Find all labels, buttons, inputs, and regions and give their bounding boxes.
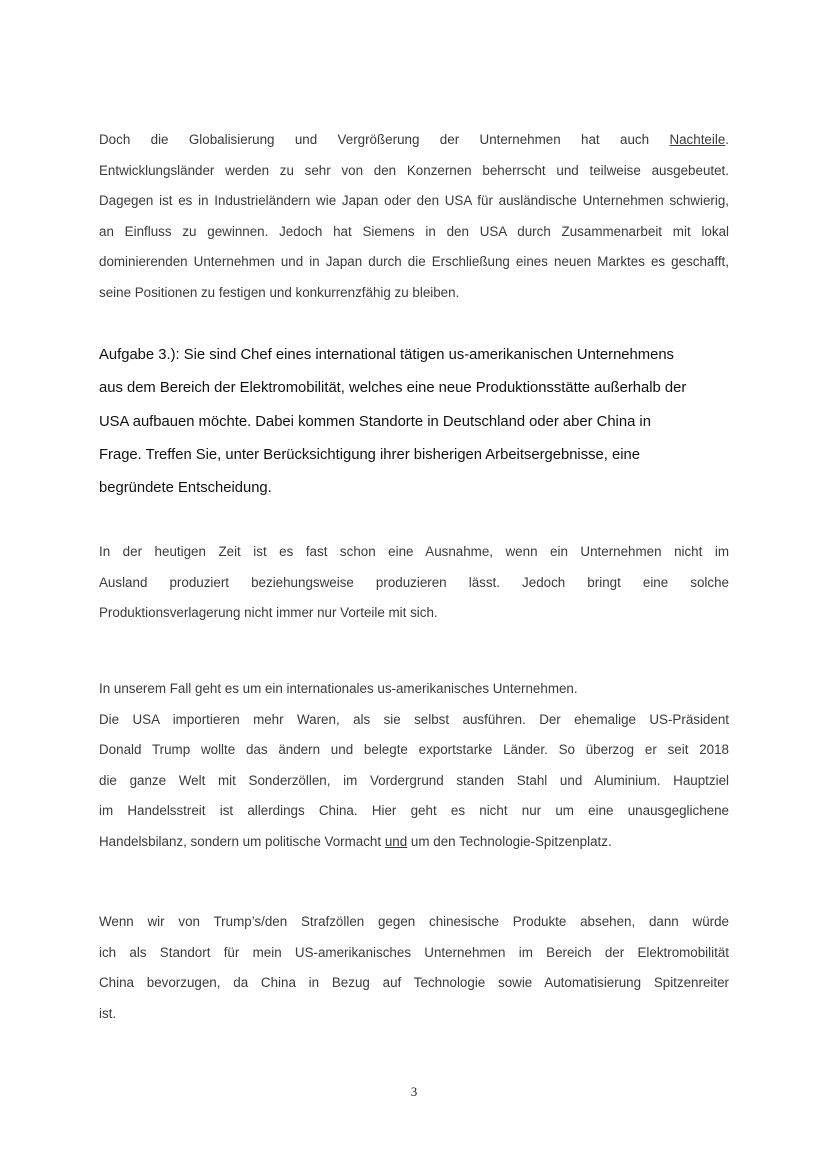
task-line: begründete Entscheidung.	[99, 480, 272, 497]
text-line: Produktionsverlagerung nicht immer nur Vorteile mit sich.	[99, 605, 438, 620]
underlined-word-und: und	[384, 833, 408, 849]
text-line: Entwicklungsländer werden zu sehr von den Konzernen beherrscht und teilweise ausgebeutet.	[99, 162, 729, 178]
task-line: Aufgabe 3.): Sie sind Chef eines international tätigen us-amerikanischen Unternehmens	[99, 347, 674, 363]
text-line: Donald Trump wollte das ändern und belegte exportstarke Länder. So überzog er seit 2018	[99, 742, 729, 757]
page-number: 3	[410, 1084, 418, 1099]
paragraph-location-decision	[99, 907, 729, 1029]
text-line: In der heutigen Zeit ist es fast schon eine Ausnahme, wenn ein Unternehmen nicht im	[99, 544, 729, 559]
task-prompt-aufgabe-3	[99, 339, 699, 505]
text-line: Die USA importieren mehr Waren, als sie selbst ausführen. Der ehemalige US-Präsident	[99, 711, 729, 727]
task-line: USA aufbauen möchte. Dabei kommen Standorte in Deutschland oder aber China in	[99, 413, 651, 430]
text-line: Handelsbilanz, sondern um politische Vormacht und um den Technologie-Spitzenplatz.	[99, 833, 612, 849]
text-line: Dagegen ist es in Industrieländern wie Japan oder den USA für ausländische Unternehmen schwierig,	[99, 193, 729, 208]
paragraph-globalization-disadvantages	[99, 125, 729, 308]
text-line: die ganze Welt mit Sonderzöllen, im Vordergrund standen Stahl und Aluminium. Hauptziel	[99, 772, 729, 788]
text-line: ich als Standort für mein US-amerikanisches Unternehmen im Bereich der Elektromobilität	[99, 944, 729, 960]
text-line: dominierenden Unternehmen und in Japan durch die Erschließung eines neuen Marktes es geschafft,	[99, 254, 729, 269]
text-line: im Handelsstreit ist allerdings China. Hier geht es nicht nur um eine unausgeglichene	[99, 803, 729, 818]
text-line: In unserem Fall geht es um ein internationales us-amerikanisches Unternehmen.	[99, 681, 578, 696]
text-line: Ausland produziert beziehungsweise produzieren lässt. Jedoch bringt eine solche	[99, 574, 729, 590]
paragraph-us-trade-dispute	[99, 674, 729, 857]
task-line: Frage. Treffen Sie, unter Berücksichtigung ihrer bisherigen Arbeitsergebnisse, eine	[99, 446, 640, 463]
text-line: China bevorzugen, da China in Bezug auf Technologie sowie Automatisierung Spitzenreiter	[99, 975, 729, 990]
text-line: an Einfluss zu gewinnen. Jedoch hat Siemens in den USA durch Zusammenarbeit mit lokal	[99, 223, 729, 239]
text-line: Wenn wir von Trump’s/den Strafzöllen gegen chinesische Produkte absehen, dann würde	[99, 914, 729, 929]
task-line: aus dem Bereich der Elektromobilität, welches eine neue Produktionsstätte außerhalb der	[99, 380, 687, 397]
text-line: ist.	[99, 1005, 117, 1021]
paragraph-production-relocation	[99, 537, 729, 629]
text-line: Doch die Globalisierung und Vergrößerung der Unternehmen hat auch Nachteile.	[99, 132, 729, 147]
text-line: seine Positionen zu festigen und konkurrenzfähig zu bleiben.	[99, 284, 460, 300]
underlined-word-nachteile: Nachteile	[669, 132, 726, 147]
